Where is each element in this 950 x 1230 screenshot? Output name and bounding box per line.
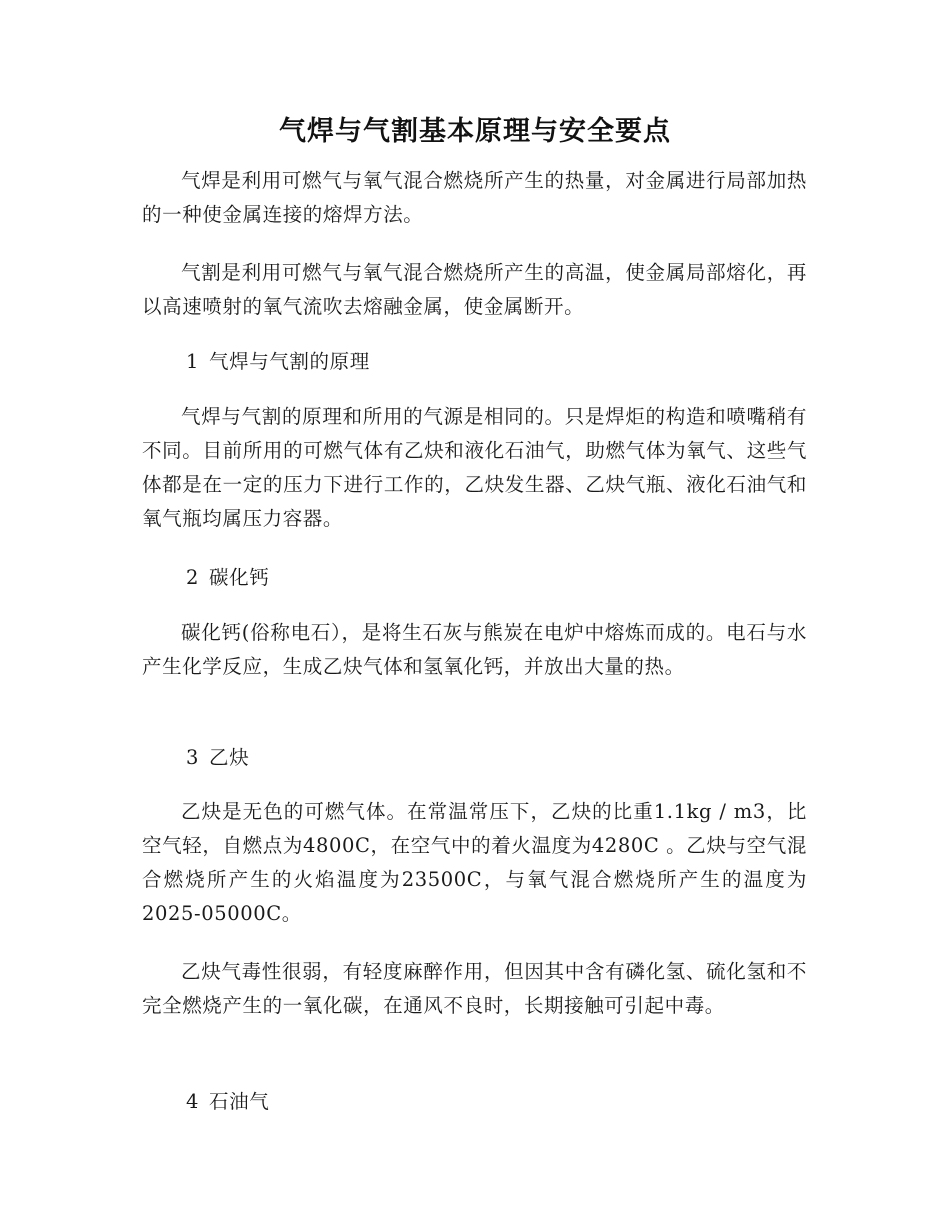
section-heading-4 [186,1085,269,1119]
section-number: 4 [186,1090,200,1113]
section-heading-1 [186,345,370,379]
intro-paragraph-gas-cutting: 气割是利用可燃气与氧气混合燃烧所产生的高温，使金属局部熔化，再以高速喷射的氧气流吹去熔融金属，使金属断开。 [142,261,807,318]
section-3-paragraph-properties: 乙炔是无色的可燃气体。在常温常压下，乙炔的比重1.1kg / m3，比空气轻，自燃点为4800C，在空气中的着火温度为4280C 。乙炔与空气混合燃烧所产生的火焰温度为23500C，与氧气混合燃烧所产生的温度为2025-05000C。 [142,800,807,925]
section-title: 乙炔 [209,746,250,769]
intro-paragraph-gas-welding: 气焊是利用可燃气与氧气混合燃烧所产生的热量，对金属进行局部加热的一种使金属连接的熔焊方法。 [142,169,807,226]
section-title: 气焊与气割的原理 [209,350,370,373]
page-title: 气焊与气割基本原理与安全要点 [279,116,671,147]
section-1-paragraph: 气焊与气割的原理和所用的气源是相同的。只是焊炬的构造和喷嘴稍有不同。目前所用的可燃气体有乙炔和液化石油气，助燃气体为氧气、这些气体都是在一定的压力下进行工作的，乙炔发生器、乙炔气瓶、液化石油气和氧气瓶均属压力容器。 [142,405,807,530]
section-2-paragraph: 碳化钙(俗称电石），是将生石灰与熊炭在电炉中熔炼而成的。电石与水产生化学反应，生成乙炔气体和氢氧化钙，并放出大量的热。 [142,621,807,678]
section-heading-2 [186,561,269,595]
section-number: 1 [186,350,200,373]
section-3-paragraph-toxicity: 乙炔气毒性很弱，有轻度麻醉作用，但因其中含有磷化氢、硫化氢和不完全燃烧产生的一氧化碳，在通风不良时，长期接触可引起中毒。 [142,960,807,1017]
section-title: 石油气 [209,1090,270,1113]
section-title: 碳化钙 [209,566,270,589]
section-number: 3 [186,746,200,769]
section-heading-3 [186,741,249,775]
section-number: 2 [186,566,200,589]
